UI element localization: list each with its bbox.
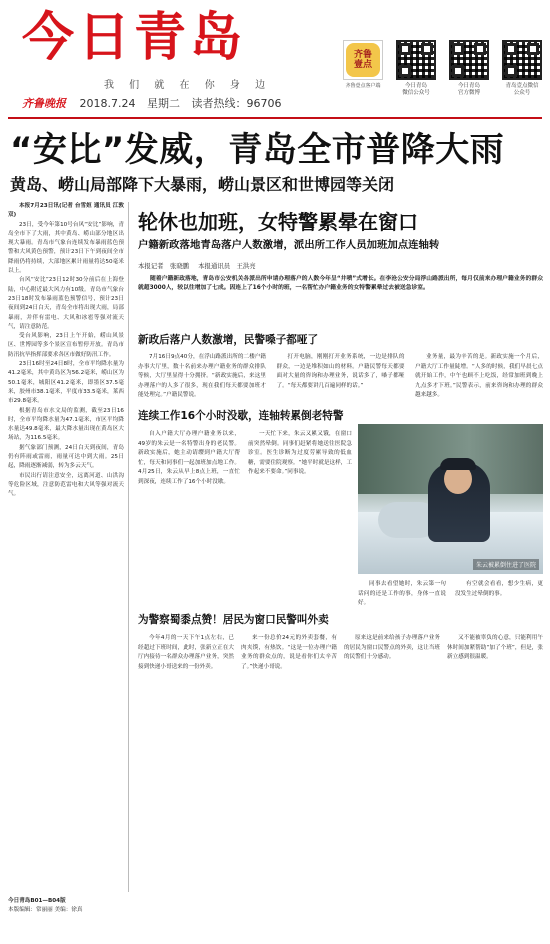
qr-code-icon	[396, 40, 436, 80]
article-paragraph: 根据青岛市水文局的监测，截至23日16时，全市平均降水量为47.1毫米，市区平均降水量达49.8毫米，最大降水量出现在黄岛区大场站，为116.5毫米。	[8, 407, 124, 442]
qr-label: 青岛壹点微信 公众号	[505, 83, 539, 96]
editor-info: 本版编辑：常丽丽 美编：徐真	[8, 907, 83, 913]
article-paragraph: 今年4月的一天下午1点左右，已经超过下班时间，此时，张新立正在大厅内接待一名群众办理落户业务，突然接到快递小哥送来的一份外卖。	[138, 635, 234, 670]
issue-info	[22, 95, 289, 111]
qr-label: 今日青岛 微信公众号	[402, 83, 430, 96]
article-paragraph: 同事去看望她时，朱云第一句话问的还是工作的事，身体一直说好。	[358, 581, 446, 607]
qr-label: 今日青岛 官方微博	[457, 83, 480, 96]
article-paragraph: 台风“安比”23日12时30分前后在上海登陆，中心附近最大风力有10级。青岛市气象台23日18时发布暴雨蓝色预警信号，预计23日夜间到24日白天，青岛全市将出现大雨，局部暴雨，并伴有雷电、大风和冰雹等强对流天气，请注意防范。	[8, 277, 124, 330]
main-subheadline: 黄岛、崂山局部降下大暴雨，崂山景区和世博园等关闭	[10, 175, 395, 194]
photo-below-body	[358, 580, 543, 610]
article-paragraph: 打开电脑，刚刚打开业务系统，一边是排队的群众，一边是堆积如山的材料。户籍民警每天都要面对大量的咨询和办理业务，说话多了，嗓子都哑了。“每天都要讲几百遍同样的话。”	[276, 354, 405, 389]
article-paragraph: 23日，受今年第10号台风“安比”影响，青岛全市下了大雨，其中黄岛、崂山部分地区出现大暴雨。青岛市气象台连续发布暴雨蓝色预警和大风黄色预警，预计23日下午到夜间全市降雨仍将持续，大部地区累计雨量将达50毫米以上。	[8, 221, 124, 275]
qr-app-client[interactable]	[340, 40, 386, 115]
article-paragraph: 业务量，最为辛苦的是。新政实施一个月后，户籍大厅工作量陡增。“人多的时候，我们早晨七点就开始工作，中午也顾不上吃饭，经常加班到晚上九点多才下班。”民警表示，前来咨询和办理的群众越来越多。	[415, 354, 543, 399]
section-heading: 连续工作16个小时没歇，连轴转累倒老特警	[138, 410, 344, 422]
article-paragraph: 据气象部门预测，24日白天到夜间，青岛仍有阵雨或雷雨，雨量可达中到大雨。25日起，降雨逐渐减弱，转为多云天气。	[8, 444, 124, 470]
newspaper-logo-title: 今日青岛	[22, 8, 247, 68]
qr-code-icon	[449, 40, 489, 80]
article-paragraph: 又不能被辜负的心意，只能利用午休时间加紧帮助“加了个班”，但是，张新立感到很温暖。	[447, 635, 543, 661]
article-paragraph: 市民出行请注意安全，远离河道、山洪沟等危险区域，注意防范雷电和大风等强对流天气。	[8, 472, 124, 498]
newspaper-slogan: 我 们 就 在 你 身 边	[104, 80, 272, 91]
edition-info: 今日青岛B01—B04版	[8, 898, 66, 904]
page-footer	[8, 897, 126, 915]
qr-code-icon	[502, 40, 542, 80]
article-paragraph: 7月16日9点40分，在浮山路派出所的二楼户籍办事大厅里，数十名前来办理户籍业务的群众排队等候，大厅里显得十分拥挤。“新政实施后，来这里办理落户的人多了很多，现在我们每天都要加班才能处理完。”户籍民警说。	[138, 354, 266, 399]
section-heading: 为警察蜀黍点赞！居民为窗口民警叫外卖	[138, 614, 329, 626]
feature-subtitle: 户籍新政落地青岛落户人数激增，派出所工作人员加班加点连轴转	[138, 239, 440, 251]
section3-body	[138, 634, 543, 674]
article-paragraph: 原来这是前来给孩子办理落户业务的居民为窗口民警点的外卖，这让当班的民警们十分感动。	[344, 635, 440, 661]
article-paragraph: 有空就会看看，想少生病，更没发生过晕倒的事。	[455, 581, 543, 597]
article-paragraph: 23日16时至24日8时，全市平均降水量为41.2毫米，其中黄岛区为56.2毫米，崂山区为50.1毫米，城阳区41.2毫米，即墨区37.5毫米，胶州市38.1毫米，平度市33.5毫米，莱西市29.8毫米。	[8, 361, 124, 405]
photo-caption: 朱云被累倒住进了医院	[473, 559, 539, 570]
byline-reporter: 本报记者 张晓鹏	[138, 262, 190, 270]
news-photo	[358, 424, 543, 574]
feature-byline	[138, 261, 263, 270]
masthead	[0, 0, 550, 118]
main-headline: “安比”发威，青岛全市普降大雨	[10, 130, 505, 170]
main-story-byline: 本报7月23日讯(记者 台雪姮 通讯员 江敦双)	[8, 203, 124, 219]
qr-wechat[interactable]	[393, 40, 439, 115]
article-paragraph: 来一份总价24元的外卖套餐，有肉夹馍，有热饮。“这是一位办理户籍业务的群众点的，说是看你们太辛苦了。”快递小哥说。	[241, 635, 337, 670]
qr-label: 齐鲁壹点客户端	[345, 83, 381, 89]
article-paragraph: 受台风影响，23日上午开始，崂山风景区、世博园等多个景区宣布暂停开放。青岛市防汛抗旱指挥部要求各区市做好防汛工作。	[8, 333, 124, 358]
qr-weibo[interactable]	[446, 40, 492, 115]
section2-body	[138, 430, 352, 610]
feature-title: 轮休也加班，女特警累晕在窗口	[138, 210, 418, 234]
masthead-divider	[8, 117, 542, 119]
feature-lead: 随着户籍新政落地，青岛市公安机关各派出所申请办理落户的人数今年呈“井喷”式增长。在李沧公安分局浮山路派出所，每月仅前来办理户籍业务的群众就超3000人，较以往增加了七成。因连上了16个小时的班，一名帮忙办户籍业务的女特警累晕过去被送急诊室。	[138, 276, 543, 291]
photo-officer-in-hospital	[358, 424, 543, 574]
article-paragraph: 一天忙下来，朱云又累又饿，在窗口前突然晕倒。同事们赶紧将她送往医院急诊室。医生诊断为过度劳累导致的低血糖，需要住院观察。“她平时就是这样，工作起来不要命。”同事说。	[248, 431, 352, 476]
app-logo-text: 齐鲁 壹点	[346, 43, 380, 77]
section-heading: 新政后落户人数激增，民警嗓子都哑了	[138, 334, 319, 346]
app-logo-icon	[343, 40, 383, 80]
issue-date: 2018.7.24	[79, 97, 136, 110]
qr-code-row	[340, 40, 545, 115]
main-story-body	[8, 202, 124, 892]
issue-weekday: 星期二	[146, 97, 180, 110]
brand-name: 齐鲁晚报	[22, 97, 66, 110]
article-paragraph: 自入户籍大厅办理户籍业务以来，49岁的朱云是一名特警出身的老民警。新政实施后，她主动请缨到户籍大厅帮忙，每天和同事们一起加班加点地工作。4月25日，朱云从早上8点上班，一直忙到深夜，连续工作了16个小时没歇。	[138, 431, 240, 485]
qr-yidian-wechat[interactable]	[499, 40, 545, 115]
section1-body	[138, 353, 543, 409]
byline-correspondent: 本报通讯员 王洪亮	[198, 262, 256, 270]
reader-hotline: 读者热线：96706	[191, 97, 282, 110]
column-divider	[128, 202, 129, 892]
